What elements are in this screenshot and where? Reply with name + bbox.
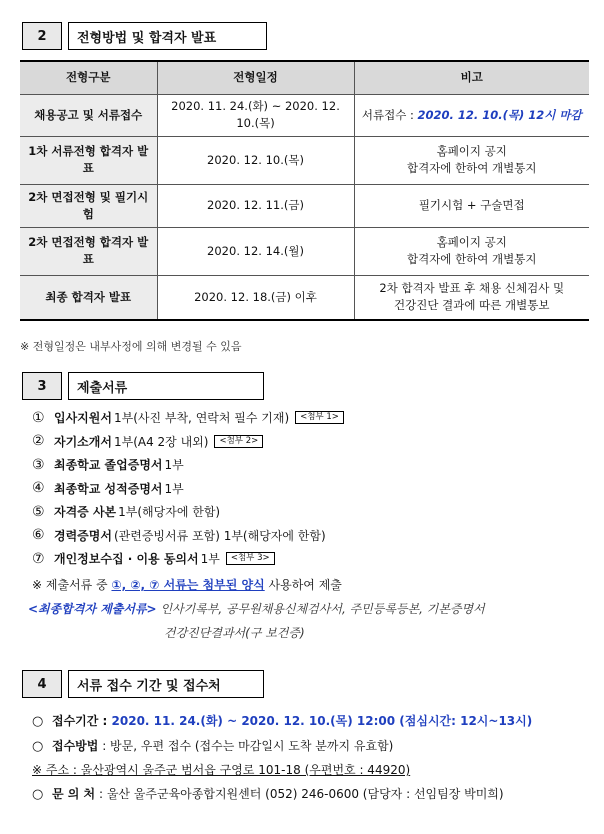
note-line: 합격자에 한하여 개별통지: [406, 252, 537, 266]
row-note: [354, 275, 589, 320]
attachment-tag: <첨부 3>: [226, 552, 275, 565]
doc-name: 자격증 사본: [54, 505, 117, 520]
row-schedule: 2020. 12. 14.(월): [157, 227, 354, 275]
row-note: [354, 227, 589, 275]
table-row: [20, 227, 589, 275]
note-prefix: 서류접수 :: [361, 107, 418, 122]
period-line: [32, 712, 592, 729]
doc-name: 입사지원서: [54, 411, 112, 426]
item-number: ⑥: [32, 527, 45, 544]
doc-detail: 1부(A4 2장 내외): [113, 434, 209, 449]
section-number: 3: [22, 372, 62, 400]
schedule-table: [20, 60, 589, 321]
note-line: 홈페이지 공지: [436, 144, 507, 158]
table-header-row: [20, 61, 589, 94]
list-item: [32, 430, 592, 454]
row-note: [354, 136, 589, 184]
row-category: 2차 면접전형 및 필기시험: [20, 184, 157, 227]
row-schedule: 2020. 12. 18.(금) 이후: [157, 275, 354, 320]
doc-detail: 1부: [164, 481, 184, 496]
final-docs-line-2: 건강진단결과서(구 보건증): [164, 626, 305, 640]
table-row: [20, 94, 589, 136]
row-category: 1차 서류전형 합격자 발표: [20, 136, 157, 184]
section-title: 제출서류: [68, 372, 264, 400]
row-note: 필기시험 + 구술면접: [354, 184, 589, 227]
submission-notice: [32, 576, 342, 593]
section-number: 2: [22, 22, 62, 50]
doc-name: 개인정보수집 · 이용 동의서: [54, 552, 199, 567]
item-number: ③: [32, 456, 45, 473]
method-value: : 방문, 우편 접수 (접수는 마감일시 도착 분까지 유효함): [98, 739, 394, 753]
note-line: 합격자에 한하여 개별통지: [406, 161, 537, 175]
notice-suffix: 사용하여 제출: [264, 578, 342, 592]
doc-detail: 1부(사진 부착, 연락처 필수 기재): [113, 411, 290, 426]
doc-detail: (관련증빙서류 포함) 1부(해당자에 한함): [113, 528, 326, 543]
final-docs-line: [28, 600, 485, 617]
bullet-icon: ○: [32, 739, 44, 754]
list-item: [32, 547, 592, 571]
section-2-header: [22, 22, 267, 50]
doc-name: 최종학교 성적증명서: [54, 481, 163, 496]
item-number: ⑦: [32, 550, 45, 567]
doc-detail: 1부: [164, 458, 184, 473]
table-row: [20, 275, 589, 320]
final-docs-label: <최종합격자 제출서류>: [28, 602, 157, 616]
contact-value: : 울산 울주군육아종합지원센터 (052) 246-0600 (담당자 : 선임팀장 박미희): [95, 787, 504, 801]
list-item: [32, 524, 592, 548]
item-number: ⑤: [32, 503, 45, 520]
method-label: 접수방법: [52, 739, 99, 753]
note-line: 홈페이지 공지: [436, 235, 507, 249]
doc-name: 자기소개서: [54, 434, 112, 449]
deadline-highlight: 2020. 12. 10.(목) 12시 마감: [417, 107, 582, 122]
period-label: 접수기간 :: [52, 714, 112, 728]
row-schedule: 2020. 11. 24.(화) ~ 2020. 12. 10.(목): [157, 94, 354, 136]
document-list: [32, 406, 592, 571]
address-line: ※ 주소 : 울산광역시 울주군 범서읍 구영로 101-18 (우편번호 : 44920): [32, 763, 411, 777]
table-row: [20, 184, 589, 227]
row-category: 2차 면접전형 합격자 발표: [20, 227, 157, 275]
item-number: ①: [32, 409, 45, 426]
list-item: [32, 477, 592, 501]
bullet-icon: ○: [32, 714, 44, 729]
method-line: [32, 737, 592, 754]
bullet-icon: ○: [32, 787, 44, 802]
header-category: 전형구분: [20, 61, 157, 94]
contact-line: [32, 785, 592, 802]
section-4-header: [22, 670, 264, 698]
row-category: 최종 합격자 발표: [20, 275, 157, 320]
item-number: ④: [32, 480, 45, 497]
attachment-tag: <첨부 1>: [295, 411, 344, 424]
section-3-header: [22, 372, 264, 400]
final-docs-list: 인사기록부, 공무원채용신체검사서, 주민등록등본, 기본증명서: [156, 602, 485, 616]
section-title: 전형방법 및 합격자 발표: [68, 22, 267, 50]
header-schedule: 전형일정: [157, 61, 354, 94]
header-note: 비고: [354, 61, 589, 94]
table-row: [20, 136, 589, 184]
doc-detail: 1부: [200, 552, 220, 567]
row-schedule: 2020. 12. 10.(목): [157, 136, 354, 184]
row-note: [354, 94, 589, 136]
note-line: 건강진단 결과에 따른 개별통보: [394, 298, 550, 313]
list-item: [32, 453, 592, 477]
note-line: 2차 합격자 발표 후 채용 신체검사 및: [379, 281, 565, 296]
list-item: [32, 500, 592, 524]
notice-highlight: ①, ②, ⑦ 서류는 첨부된 양식: [111, 578, 265, 592]
row-schedule: 2020. 12. 11.(금): [157, 184, 354, 227]
doc-name: 경력증명서: [54, 528, 112, 543]
section-number: 4: [22, 670, 62, 698]
doc-name: 최종학교 졸업증명서: [54, 458, 163, 473]
attachment-tag: <첨부 2>: [214, 435, 263, 448]
item-number: ②: [32, 433, 45, 450]
schedule-footnote: ※ 전형일정은 내부사정에 의해 변경될 수 있음: [20, 340, 242, 353]
period-value: 2020. 11. 24.(화) ~ 2020. 12. 10.(목) 12:00 (점심시간: 12시~13시): [111, 714, 533, 728]
contact-label: 문 의 처: [52, 787, 96, 801]
list-item: [32, 406, 592, 430]
doc-detail: 1부(해당자에 한함): [118, 505, 221, 520]
row-category: 채용공고 및 서류접수: [20, 94, 157, 136]
notice-prefix: ※ 제출서류 중: [32, 578, 112, 592]
section-title: 서류 접수 기간 및 접수처: [68, 670, 264, 698]
